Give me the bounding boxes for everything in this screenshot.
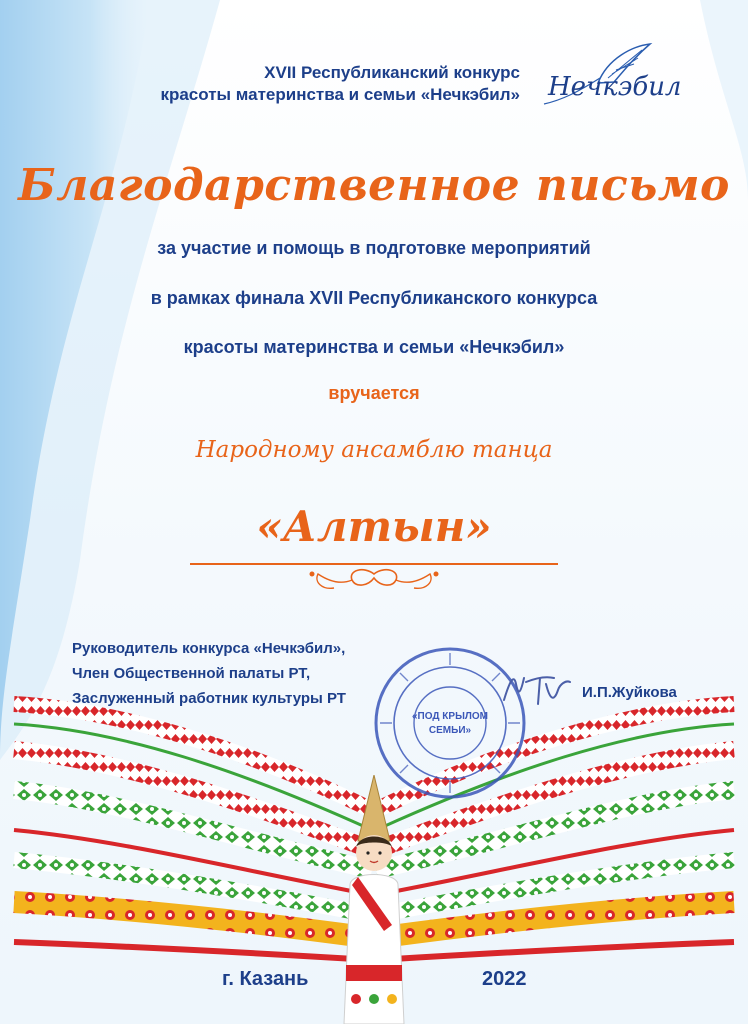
signatory-name: И.П.Жуйкова — [582, 684, 677, 701]
contest-header — [150, 62, 520, 106]
logo-script: Нечкэбил — [548, 72, 682, 102]
signatory-line-3: Заслуженный работник культуры РТ — [72, 690, 346, 707]
recipient-name: «Алтын» — [256, 502, 492, 551]
body-line-3: красоты материнства и семьи «Нечкэбил» — [183, 337, 565, 357]
document-title: Благодарственное письмо — [18, 160, 730, 211]
year-label: 2022 — [482, 968, 527, 990]
header-line-1: XVII Республиканский конкурс — [264, 63, 520, 82]
ornament-divider — [188, 560, 560, 596]
body-line-2: в рамках финала XVII Республиканского конкурса — [150, 288, 598, 308]
header-line-2: красоты материнства и семьи «Нечкэбил» — [160, 85, 520, 104]
handwritten-signature — [496, 660, 576, 720]
body-line-1: за участие и помощь в подготовке мероприятий — [157, 238, 591, 258]
presented-label: вручается — [328, 383, 420, 403]
city-label: г. Казань — [222, 968, 309, 990]
left-ribbons — [14, 704, 372, 960]
contest-logo — [538, 38, 688, 118]
stamp-center-line-1: «ПОД КРЫЛОМ — [412, 711, 488, 722]
signatory-line-1: Руководитель конкурса «Нечкэбил», — [72, 640, 346, 657]
stamp-center-line-2: СЕМЬИ» — [428, 725, 472, 736]
signatory-line-2: Член Общественной палаты РТ, — [72, 665, 311, 682]
doll-figure — [332, 775, 416, 1024]
recipient-line: Народному ансамблю танца — [195, 437, 553, 463]
